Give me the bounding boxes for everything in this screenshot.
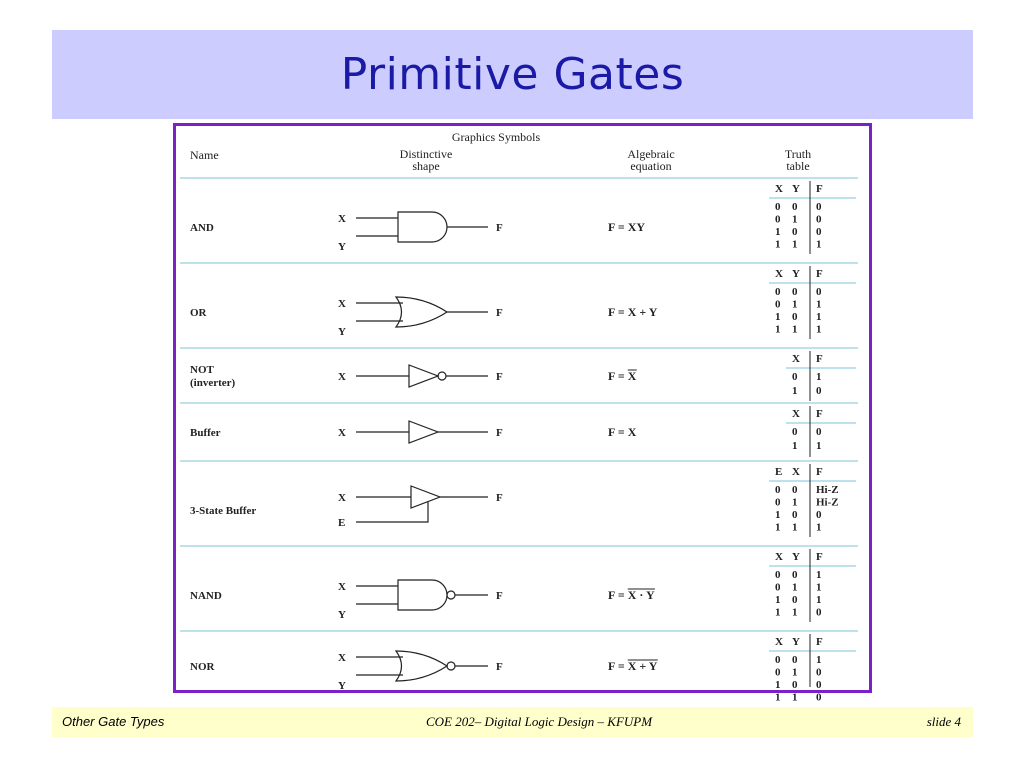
header-truth: table: [786, 159, 810, 173]
gate-name: NOR: [190, 661, 215, 673]
truth-table-cell: 1: [775, 509, 781, 521]
gates-table: [176, 126, 869, 704]
equation-text: [608, 588, 655, 602]
title-bar: [52, 30, 973, 119]
output-label: F: [496, 371, 503, 383]
truth-table-cell: 0: [816, 691, 822, 704]
truth-table-cell: 1: [775, 594, 781, 606]
or-gate-shape: [396, 651, 447, 681]
truth-table-cell: 0: [775, 286, 781, 298]
truth-table-cell: 1: [816, 311, 822, 323]
truth-table-cell: 0: [792, 286, 798, 298]
truth-table-cell: 1: [816, 440, 822, 452]
input-label: X: [338, 298, 346, 310]
equation-prefix: F =: [608, 588, 628, 602]
gate-name: OR: [190, 307, 207, 319]
inversion-bubble: [447, 591, 455, 599]
truth-table-cell: 0: [775, 666, 781, 679]
truth-table-cell: 0: [792, 226, 798, 238]
header-equation: equation: [630, 159, 672, 173]
truth-table-cell: 1: [775, 238, 781, 251]
output-label: F: [496, 661, 503, 673]
equation-overbar-term: X + Y: [627, 659, 658, 673]
header-shape: Distinctive: [399, 147, 453, 161]
truth-table: [786, 406, 856, 457]
gate-row-or: [190, 266, 856, 339]
truth-table-header: F: [816, 268, 823, 280]
truth-table-cell: 1: [792, 581, 798, 594]
gate-equation: F = X: [608, 425, 637, 439]
input-label: Y: [338, 241, 346, 253]
input-label: X: [338, 581, 346, 593]
truth-table: [769, 549, 856, 622]
truth-table-cell: Hi-Z: [816, 484, 839, 496]
truth-table-cell: 1: [816, 569, 822, 581]
truth-table-cell: 1: [792, 496, 798, 509]
truth-table-header: F: [816, 408, 823, 420]
truth-table-cell: 0: [775, 654, 781, 666]
truth-table-cell: 0: [775, 496, 781, 509]
gate-symbol-not: [338, 365, 503, 387]
input-label: X: [338, 371, 346, 383]
truth-table-cell: 1: [816, 371, 822, 383]
truth-table-header: F: [816, 183, 823, 195]
input-label: Y: [338, 326, 346, 338]
truth-table: [786, 351, 856, 401]
truth-table-cell: 1: [792, 521, 798, 534]
truth-table-cell: 0: [792, 484, 798, 496]
truth-table-cell: 1: [775, 226, 781, 238]
and-gate-shape: [398, 212, 447, 242]
truth-table-cell: 0: [816, 666, 822, 679]
gate-row-not: [190, 351, 856, 401]
truth-table-cell: 1: [792, 385, 798, 397]
header-truth: Truth: [784, 147, 812, 161]
truth-table-cell: 0: [792, 679, 798, 691]
gate-equation: [608, 588, 655, 602]
gate-name: 3-State Buffer: [190, 505, 257, 517]
truth-table-cell: 1: [816, 238, 822, 251]
truth-table-cell: 0: [792, 201, 798, 213]
truth-table-cell: 0: [816, 286, 822, 298]
truth-table-cell: 0: [816, 201, 822, 213]
truth-table-header: Y: [792, 268, 800, 280]
footer-course: COE 202– Digital Logic Design – KFUPM: [426, 714, 653, 729]
truth-table-cell: 1: [792, 666, 798, 679]
truth-table-header: X: [792, 353, 800, 365]
truth-table-cell: 1: [775, 323, 781, 336]
truth-table-cell: Hi-Z: [816, 496, 839, 509]
footer-slide-number: slide 4: [926, 714, 961, 729]
truth-table-cell: 1: [792, 440, 798, 452]
truth-table-header: X: [775, 268, 783, 280]
truth-table-header: X: [775, 551, 783, 563]
equation-text: [608, 369, 637, 383]
header-equation: Algebraic: [627, 147, 675, 161]
truth-table-cell: 1: [792, 691, 798, 704]
truth-table-cell: 1: [792, 606, 798, 619]
truth-table-cell: 0: [792, 654, 798, 666]
gate-row-tristate: [190, 464, 856, 537]
gate-row-nor: [190, 634, 856, 704]
truth-table-cell: 1: [816, 654, 822, 666]
output-label: F: [496, 427, 503, 439]
truth-table-cell: 0: [792, 594, 798, 606]
input-label: X: [338, 213, 346, 225]
truth-table: [769, 464, 856, 537]
truth-table-cell: 1: [792, 298, 798, 311]
truth-table-header: X: [775, 183, 783, 195]
gate-symbol-nor: [338, 651, 503, 692]
gate-symbol-tristate: [338, 486, 503, 529]
and-gate-shape: [398, 580, 447, 610]
input-label: E: [338, 517, 346, 529]
truth-table-cell: 1: [816, 521, 822, 534]
truth-table-header: F: [816, 551, 823, 563]
equation-prefix: F =: [608, 659, 628, 673]
slide-title: Primitive Gates: [340, 49, 685, 100]
truth-table-header: Y: [792, 183, 800, 195]
enable-wire: [356, 502, 428, 522]
buffer-triangle: [409, 365, 438, 387]
truth-table-header: Y: [792, 636, 800, 648]
truth-table-cell: 1: [775, 311, 781, 323]
truth-table-cell: 0: [775, 484, 781, 496]
truth-table-header: X: [792, 408, 800, 420]
truth-table-header: E: [775, 466, 783, 478]
truth-table-cell: 0: [792, 426, 798, 438]
truth-table-cell: 1: [775, 521, 781, 534]
truth-table-cell: 0: [792, 569, 798, 581]
gate-equation: F = XY: [608, 220, 646, 234]
gate-name: NOT: [190, 364, 214, 376]
truth-table-cell: 0: [775, 213, 781, 226]
truth-table-cell: 0: [792, 371, 798, 383]
buffer-triangle: [411, 486, 440, 508]
group-header: Graphics Symbols: [451, 130, 541, 144]
gate-name: AND: [190, 222, 214, 234]
truth-table-cell: 1: [816, 298, 822, 311]
output-label: F: [496, 492, 503, 504]
truth-table-cell: 0: [816, 226, 822, 238]
truth-table: [769, 634, 856, 704]
output-label: F: [496, 307, 503, 319]
output-label: F: [496, 590, 503, 602]
truth-table-header: Y: [792, 551, 800, 563]
equation-text: [608, 659, 658, 673]
truth-table-cell: 0: [816, 509, 822, 521]
gate-symbol-nand: [338, 580, 503, 621]
equation-prefix: F =: [608, 369, 628, 383]
truth-table-cell: 0: [816, 606, 822, 619]
footer-topic: Other Gate Types: [62, 714, 165, 729]
footer-bar: [52, 707, 973, 737]
input-label: Y: [338, 609, 346, 621]
truth-table-header: X: [775, 636, 783, 648]
gate-row-and: [190, 181, 856, 254]
gates-figure: [173, 123, 872, 704]
truth-table-header: F: [816, 636, 823, 648]
output-label: F: [496, 222, 503, 234]
equation-overbar-term: X: [627, 369, 637, 383]
truth-table-cell: 0: [816, 385, 822, 397]
gate-equation: F = X + Y: [608, 305, 658, 319]
gate-equation: [608, 369, 637, 383]
truth-table-cell: 1: [816, 581, 822, 594]
truth-table-cell: 0: [775, 581, 781, 594]
gate-row-buffer: [190, 406, 856, 457]
truth-table: [769, 266, 856, 339]
gate-name: (inverter): [190, 377, 236, 389]
truth-table-cell: 0: [792, 311, 798, 323]
equation-overbar-term: X · Y: [627, 588, 655, 602]
truth-table-cell: 1: [792, 323, 798, 336]
truth-table-header: X: [792, 466, 800, 478]
truth-table-cell: 1: [775, 606, 781, 619]
gate-row-nand: [190, 549, 856, 622]
input-label: X: [338, 652, 346, 664]
header-name: Name: [190, 148, 219, 162]
truth-table-cell: 0: [816, 426, 822, 438]
input-label: X: [338, 427, 346, 439]
truth-table-cell: 0: [775, 201, 781, 213]
buffer-triangle: [409, 421, 438, 443]
header-shape: shape: [412, 159, 440, 173]
truth-table-cell: 0: [816, 213, 822, 226]
or-gate-shape: [396, 297, 447, 327]
truth-table-cell: 0: [816, 679, 822, 691]
truth-table-cell: 1: [792, 213, 798, 226]
truth-table: [769, 181, 856, 254]
truth-table-cell: 1: [775, 679, 781, 691]
truth-table-cell: 1: [816, 594, 822, 606]
truth-table-header: F: [816, 466, 823, 478]
truth-table-cell: 1: [816, 323, 822, 336]
inversion-bubble: [447, 662, 455, 670]
truth-table-cell: 1: [792, 238, 798, 251]
truth-table-cell: 0: [775, 569, 781, 581]
gate-equation: [608, 659, 658, 673]
truth-table-cell: 1: [775, 691, 781, 704]
input-label: X: [338, 492, 346, 504]
gate-name: Buffer: [190, 427, 221, 439]
truth-table-cell: 0: [792, 509, 798, 521]
gate-symbol-or: [338, 297, 503, 338]
gate-symbol-and: [338, 212, 503, 253]
truth-table-cell: 0: [775, 298, 781, 311]
input-label: Y: [338, 680, 346, 692]
gate-symbol-buffer: [338, 421, 503, 443]
truth-table-header: F: [816, 353, 823, 365]
gate-name: NAND: [190, 590, 222, 602]
